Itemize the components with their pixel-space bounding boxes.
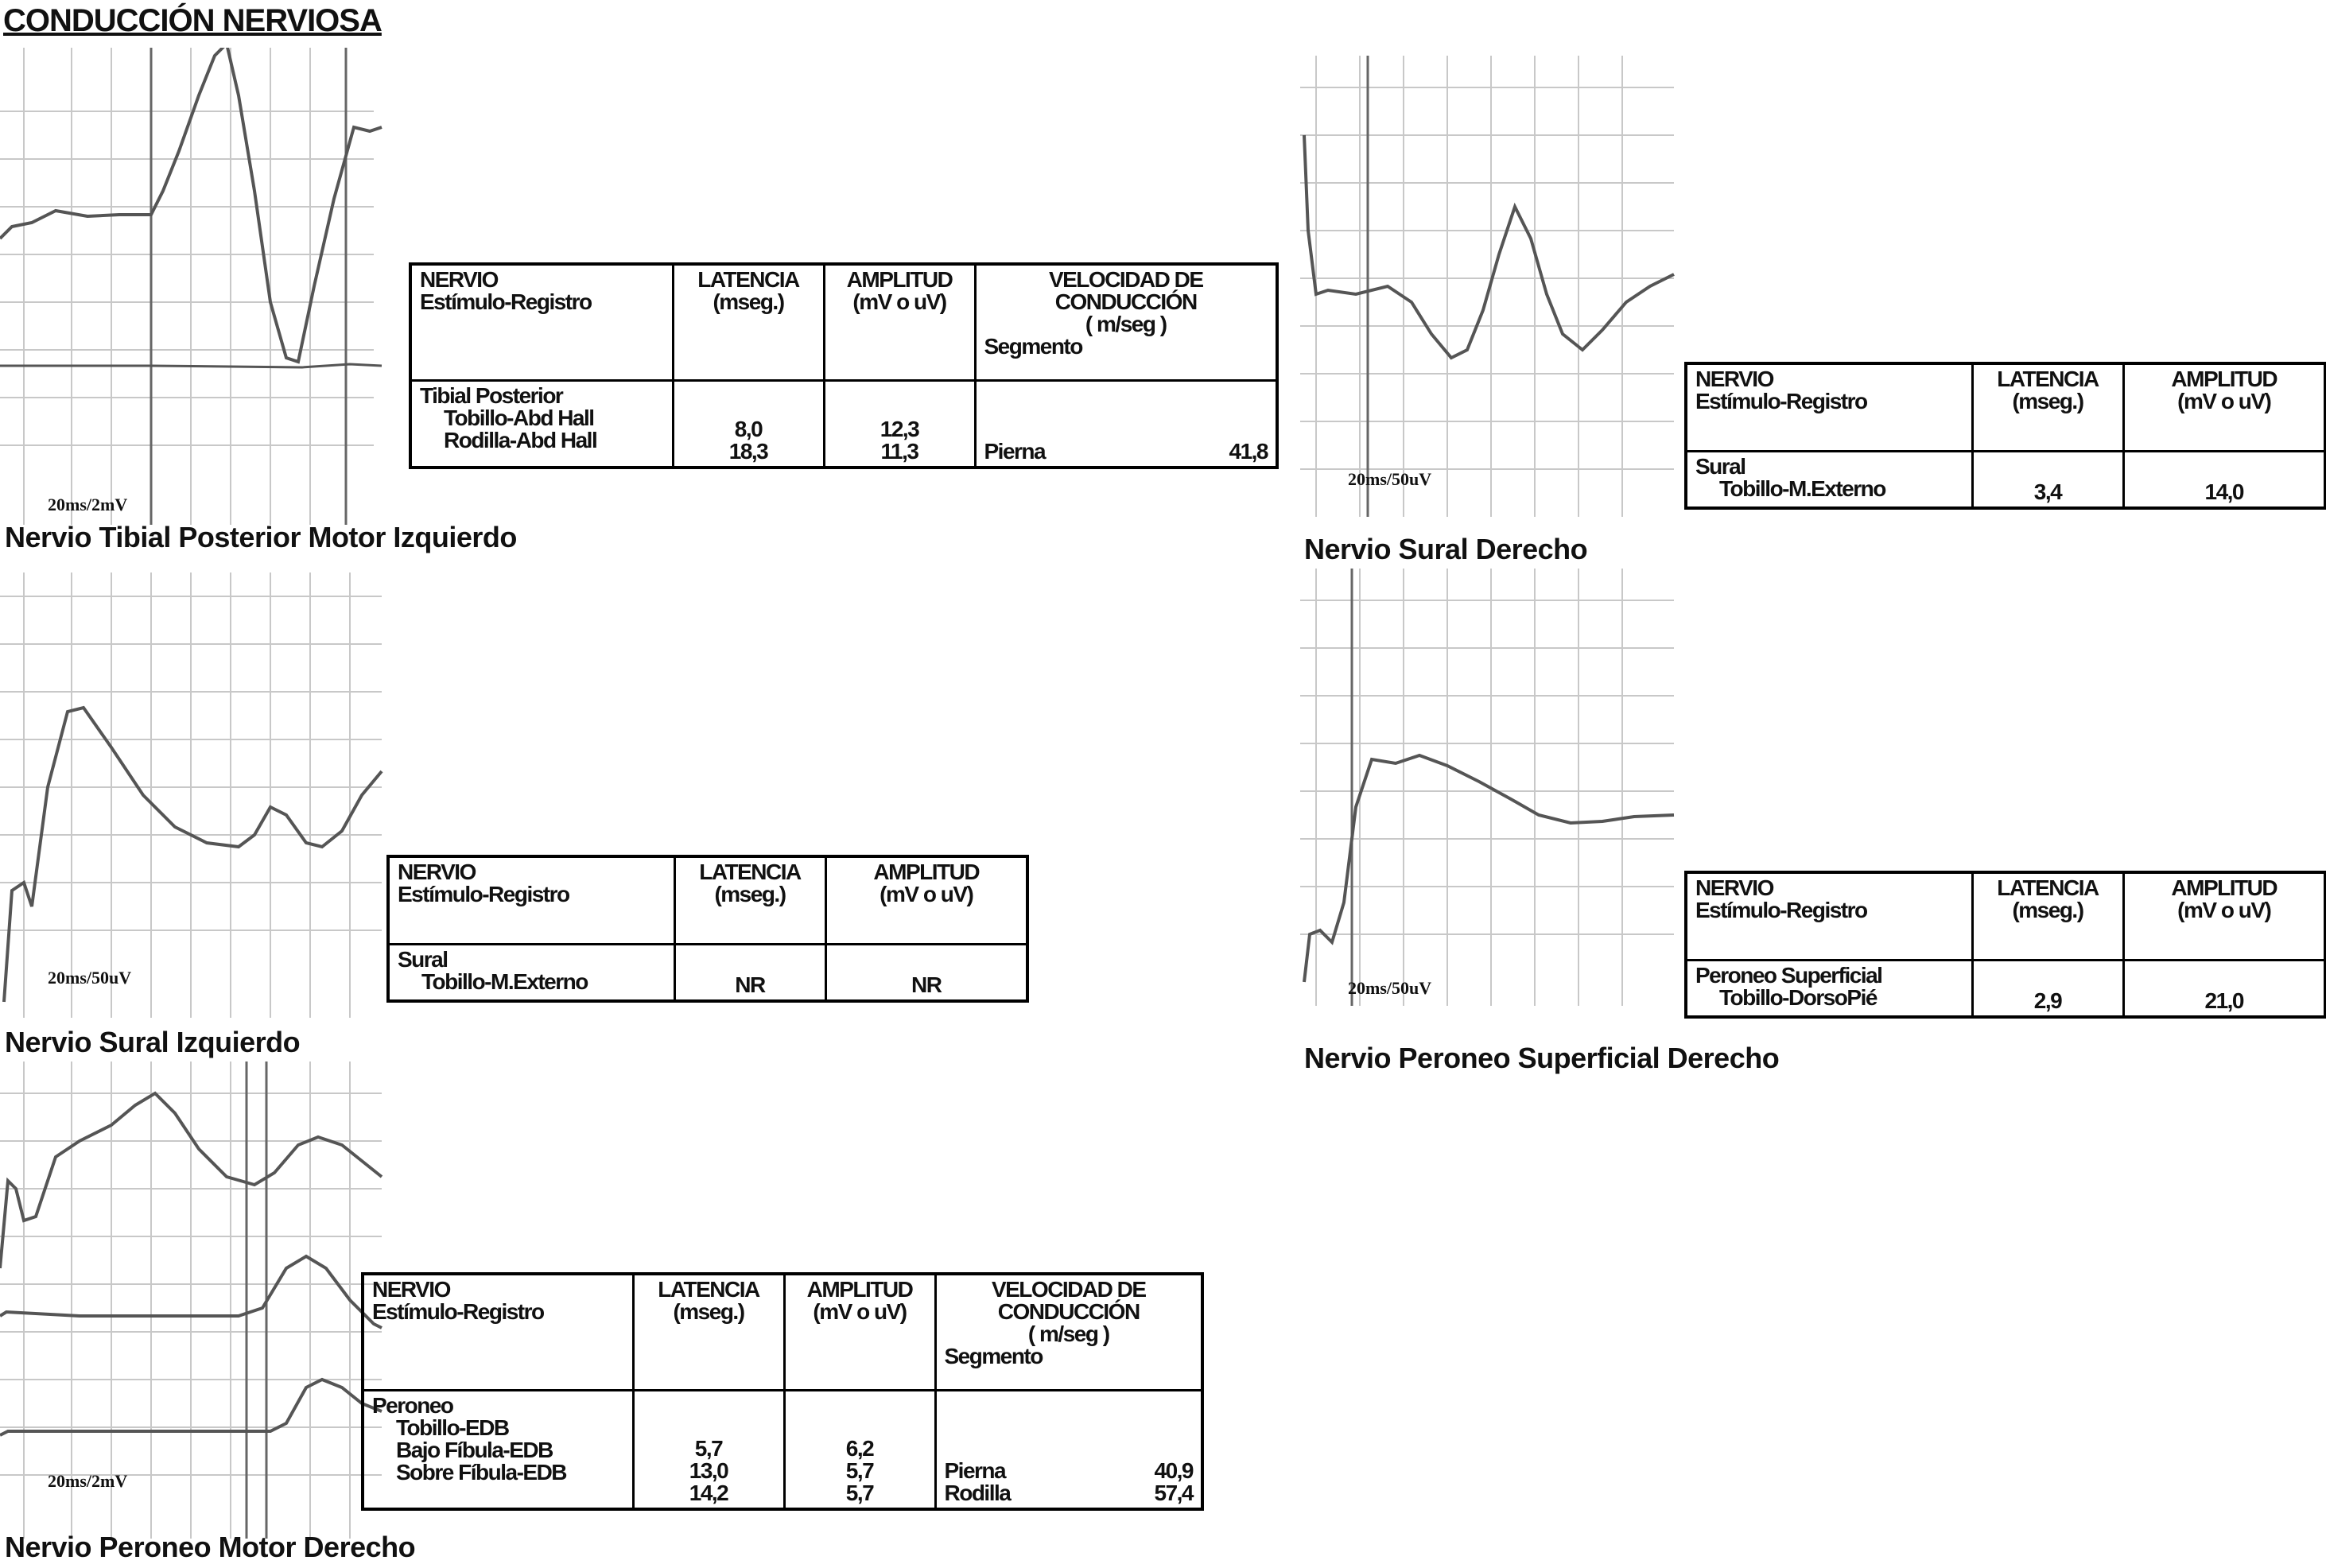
- tibial-table: [409, 262, 1279, 469]
- peroneo-sup-trace: [1300, 569, 1682, 1006]
- tibial-amplitude-cell: 12,3 11,3: [824, 380, 975, 468]
- peroneo-motor-trace: [0, 1062, 390, 1539]
- sural-izq-caption: Nervio Sural Izquierdo: [5, 1026, 301, 1058]
- peroneo-sup-caption: Nervio Peroneo Superficial Derecho: [1304, 1042, 1780, 1074]
- header-amplitud: AMPLITUD (mV o uV): [824, 264, 975, 380]
- peroneo-sup-latency-cell: 2,9: [1972, 960, 2123, 1017]
- peroneo-motor-grid: [0, 1062, 382, 1539]
- header-amplitud: AMPLITUD (mV o uV): [2123, 363, 2325, 451]
- peroneo-sup-nerve-cell: Peroneo Superficial Tobillo-DorsoPié: [1686, 960, 1972, 1017]
- peroneo-motor-amplitude-cell: 6,2 5,7 5,7: [784, 1390, 935, 1509]
- tibial-scale: 20ms/2mV: [48, 495, 128, 514]
- sural-izq-trace: [0, 572, 390, 1018]
- header-nervio: NERVIO Estímulo-Registro: [388, 856, 674, 944]
- header-latencia: LATENCIA (mseg.): [1972, 872, 2123, 960]
- sural-der-latency-cell: 3,4: [1972, 451, 2123, 508]
- sural-izq-trace-svg: [0, 572, 390, 1018]
- peroneo-motor-trace-svg: [0, 1062, 390, 1539]
- tibial-grid: [0, 48, 374, 525]
- header-velocidad: VELOCIDAD DE CONDUCCIÓN ( m/seg ) Segmento: [975, 264, 1277, 380]
- sural-izq-latency-cell: NR: [674, 944, 825, 1001]
- peroneo-motor-velocity-cell: Pierna 40,9 Rodilla 57,4: [935, 1390, 1202, 1509]
- tibial-latency-cell: 8,0 18,3: [673, 380, 824, 468]
- header-velocidad: VELOCIDAD DE CONDUCCIÓN ( m/seg ) Segmento: [935, 1274, 1202, 1390]
- sural-izq-amplitude-cell: NR: [825, 944, 1027, 1001]
- peroneo-motor-caption: Nervio Peroneo Motor Derecho: [5, 1531, 416, 1563]
- sural-izq-scale: 20ms/50uV: [48, 968, 132, 988]
- sural-der-nerve-cell: Sural Tobillo-M.Externo: [1686, 451, 1972, 508]
- peroneo-motor-nerve-cell: Peroneo Tobillo-EDB Bajo Fíbula-EDB Sobre Fíbula-EDB: [363, 1390, 633, 1509]
- sural-der-grid: [1300, 56, 1674, 517]
- header-amplitud: AMPLITUD (mV o uV): [2123, 872, 2325, 960]
- sural-der-trace: [1300, 56, 1682, 517]
- peroneo-sup-scale: 20ms/50uV: [1348, 978, 1432, 998]
- peroneo-motor-table: [361, 1272, 1204, 1511]
- sural-izq-waveform: [4, 708, 382, 1002]
- peroneo-sup-table: [1684, 871, 2326, 1019]
- sural-izq-grid: [0, 572, 382, 1018]
- header-nervio: NERVIO Estímulo-Registro: [1686, 872, 1972, 960]
- sural-der-trace-svg: [1300, 56, 1682, 517]
- sural-der-scale: 20ms/50uV: [1348, 469, 1432, 489]
- page-title: CONDUCCIÓN NERVIOSA: [3, 3, 382, 38]
- header-latencia: LATENCIA (mseg.): [633, 1274, 784, 1390]
- peroneo-sup-trace-svg: [1300, 569, 1682, 1006]
- peroneo-motor-scale: 20ms/2mV: [48, 1471, 128, 1491]
- header-latencia: LATENCIA (mseg.): [673, 264, 824, 380]
- sural-izq-nerve-cell: Sural Tobillo-M.Externo: [388, 944, 674, 1001]
- tibial-nerve-cell: Tibial Posterior Tobillo-Abd Hall Rodilla-Abd Hall: [410, 380, 673, 468]
- sural-der-amplitude-cell: 14,0: [2123, 451, 2325, 508]
- header-latencia: LATENCIA (mseg.): [1972, 363, 2123, 451]
- header-nervio: NERVIO Estímulo-Registro: [1686, 363, 1972, 451]
- header-amplitud: AMPLITUD (mV o uV): [784, 1274, 935, 1390]
- header-nervio: NERVIO Estímulo-Registro: [363, 1274, 633, 1390]
- sural-der-table: [1684, 362, 2326, 510]
- tibial-caption: Nervio Tibial Posterior Motor Izquierdo: [5, 521, 517, 553]
- tibial-trace-svg: [0, 48, 390, 525]
- sural-izq-table: [386, 855, 1029, 1003]
- sural-der-caption: Nervio Sural Derecho: [1304, 533, 1588, 565]
- header-nervio: NERVIO Estímulo-Registro: [410, 264, 673, 380]
- peroneo-motor-latency-cell: 5,7 13,0 14,2: [633, 1390, 784, 1509]
- tibial-velocity-cell: Pierna 41,8: [975, 380, 1277, 468]
- header-amplitud: AMPLITUD (mV o uV): [825, 856, 1027, 944]
- tibial-trace: [0, 48, 390, 525]
- peroneo-sup-amplitude-cell: 21,0: [2123, 960, 2325, 1017]
- header-latencia: LATENCIA (mseg.): [674, 856, 825, 944]
